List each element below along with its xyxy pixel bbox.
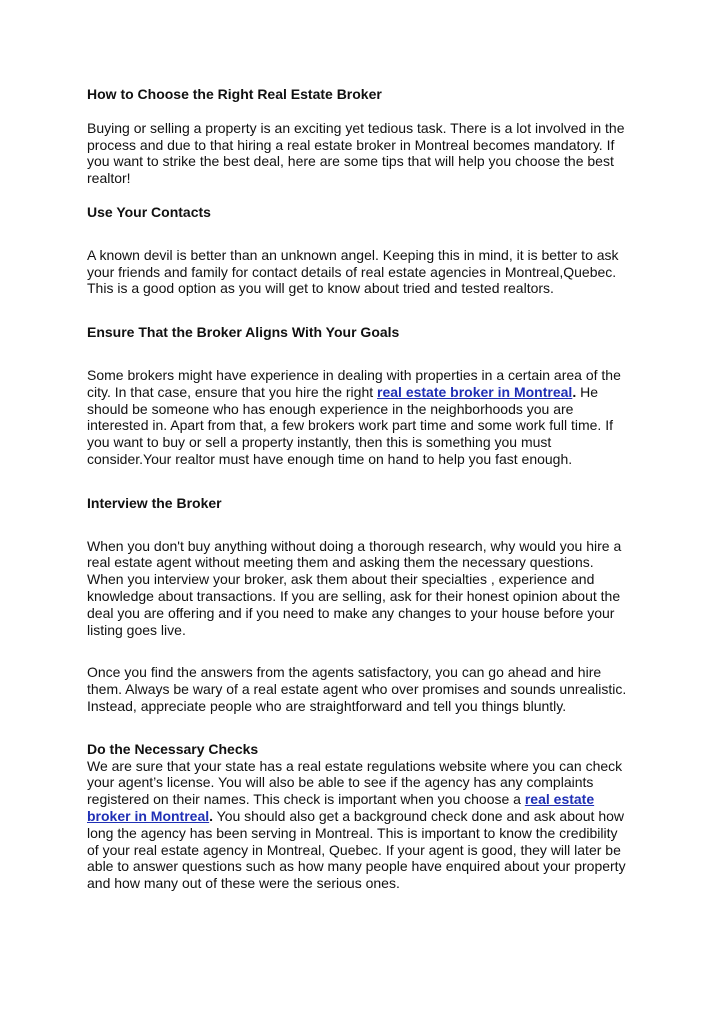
real-estate-broker-link-2[interactable]: real estate broker in Montreal xyxy=(87,791,595,824)
contacts-paragraph: A known devil is better than an unknown angel. Keeping this in mind, it is better to ask your friends and family for contact details of real estate agencies in Montreal,Quebec. This is a good option as you will get to know about tried and tested realtors. xyxy=(87,246,619,297)
checks-paragraph xyxy=(87,758,632,892)
heading-necessary-checks: Do the Necessary Checks xyxy=(87,740,259,757)
heading-use-your-contacts: Use Your Contacts xyxy=(87,203,211,220)
document-title: How to Choose the Right Real Estate Broker xyxy=(87,86,382,102)
goals-paragraph xyxy=(87,367,632,468)
goals-text-after-link: He should be someone who has enough experience in the neighborhoods you are interested in. Apart from that, a few brokers work part time and some work full time. If you want to buy or sell a property instantly, then this is something you must consider.Your realtor must have enough time on hand to help you fast enough. xyxy=(87,383,613,467)
interview-paragraph-2: Once you find the answers from the agents satisfactory, you can go ahead and hire them. Always be wary of a real estate agent who over promises and sounds unrealistic. Instead, appreciate people who are straightforward and tell you things bluntly. xyxy=(87,664,627,714)
checks-text-after-link: You should also get a background check done and ask about how long the agency has been serving in Montreal. This is important to know the credibility of your real estate agency in Montreal, Quebec. If your agent is good, they will later be able to answer questions such as how many people have enquired about your property and how many out of these were the serious ones. xyxy=(87,807,626,892)
heading-interview-broker: Interview the Broker xyxy=(87,494,222,511)
goals-text-before-link: Some brokers might have experience in dealing with properties in a certain area of the city. In that case, ensure that you hire the right xyxy=(87,366,621,400)
checks-link-period: . xyxy=(209,807,214,824)
heading-broker-goals: Ensure That the Broker Aligns With Your Goals xyxy=(87,324,400,341)
interview-paragraph-1: When you don't buy anything without doing a thorough research, why would you hire a real estate agent without meeting them and asking them the necessary questions. When you interview your broker, ask them about their specialties , experience and knowledge about transactions. If you are selling, ask for their honest opinion about the deal you are offering and if you need to make any changes to your house before your listing goes live. xyxy=(87,537,622,638)
intro-paragraph: Buying or selling a property is an exciting yet tedious task. There is a lot involved in the process and due to that hiring a real estate broker in Montreal becomes mandatory. If you want to strike the best deal, here are some tips that will help you choose the best realtor! xyxy=(87,119,625,187)
document-page xyxy=(87,86,632,892)
goals-link-period: . xyxy=(572,383,577,400)
real-estate-broker-link[interactable]: real estate broker in Montreal xyxy=(377,383,573,400)
checks-text-before-link: We are sure that your state has a real estate regulations website where you can check your agent’s license. You will also be able to see if the agency has any complaints registered on their names. This check is important when you choose a xyxy=(87,757,623,808)
